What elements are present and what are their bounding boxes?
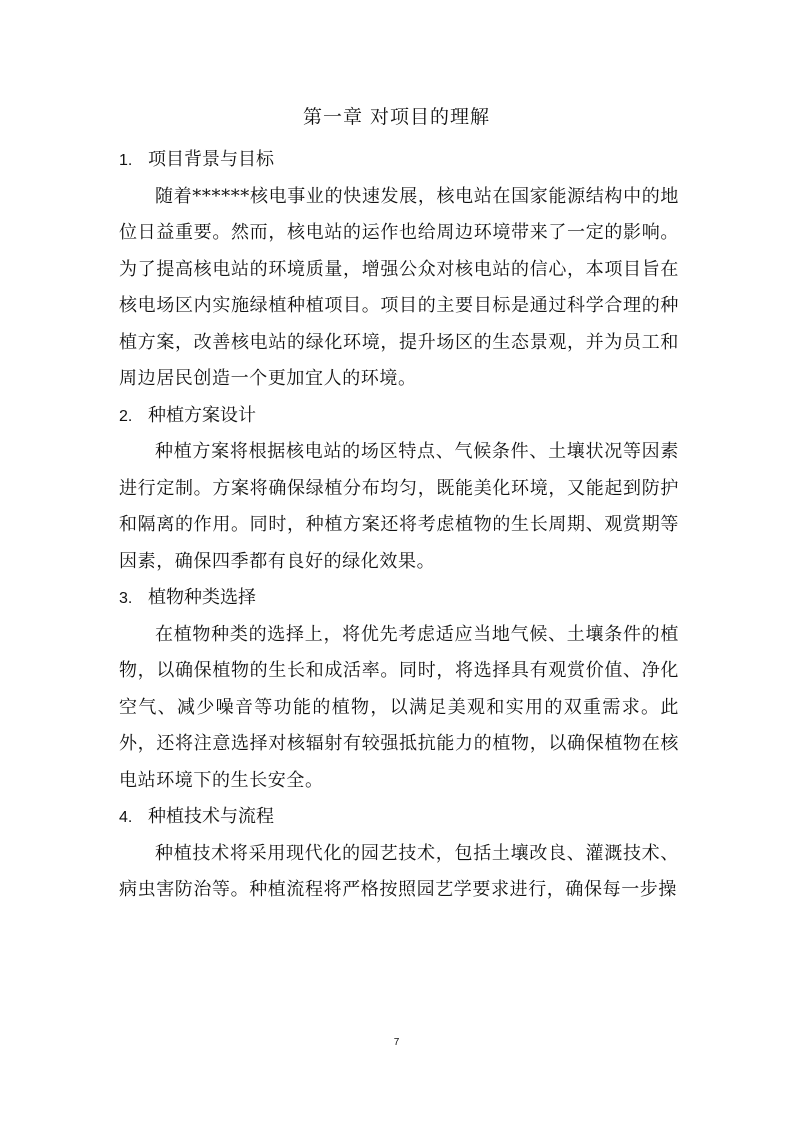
section-number: 3.	[119, 590, 133, 607]
page-number: 7	[393, 1037, 400, 1048]
chapter-title: 第一章 对项目的理解	[302, 106, 491, 128]
section-title: 种植技术与流程	[148, 806, 274, 827]
section-number: 4.	[119, 809, 133, 826]
section-title: 植物种类选择	[148, 587, 256, 608]
section-heading-1	[119, 142, 679, 179]
section-heading-4	[119, 799, 679, 836]
section-paragraph-1: 随着******核电事业的快速发展，核电站在国家能源结构中的地位日益重要。然而，核电站的运作也给周边环境带来了一定的影响。为了提高核电站的环境质量，增强公众对核电站的信心，本项目旨在核电场区内实施绿植种植项目。项目的主要目标是通过科学合理的种植方案，改善核电站的绿化环境，提升场区的生态景观，并为员工和周边居民创造一个更加宜人的环境。	[119, 185, 679, 389]
section-paragraph-4: 种植技术将采用现代化的园艺技术，包括土壤改良、灌溉技术、病虫害防治等。种植流程将严格按照园艺学要求进行，确保每一步操	[119, 842, 679, 900]
section-paragraph-2: 种植方案将根据核电站的场区特点、气候条件、土壤状况等因素进行定制。方案将确保绿植分布均匀，既能美化环境，又能起到防护和隔离的作用。同时，种植方案还将考虑植物的生长周期、观赏期等因素，确保四季都有良好的绿化效果。	[119, 441, 679, 572]
document-body	[119, 142, 679, 909]
section-title: 种植方案设计	[148, 404, 256, 426]
section-heading-3	[119, 580, 679, 617]
section-number: 1.	[119, 152, 133, 169]
section-number: 2.	[119, 407, 133, 425]
section-paragraph-3: 在植物种类的选择上，将优先考虑适应当地气候、土壤条件的植物，以确保植物的生长和成活率。同时，将选择具有观赏价值、净化空气、减少噪音等功能的植物，以满足美观和实用的双重需求。此外，还将注意选择对核辐射有较强抵抗能力的植物，以确保植物在核电站环境下的生长安全。	[119, 623, 679, 791]
section-title: 项目背景与目标	[148, 149, 274, 170]
section-heading-2	[119, 398, 679, 435]
